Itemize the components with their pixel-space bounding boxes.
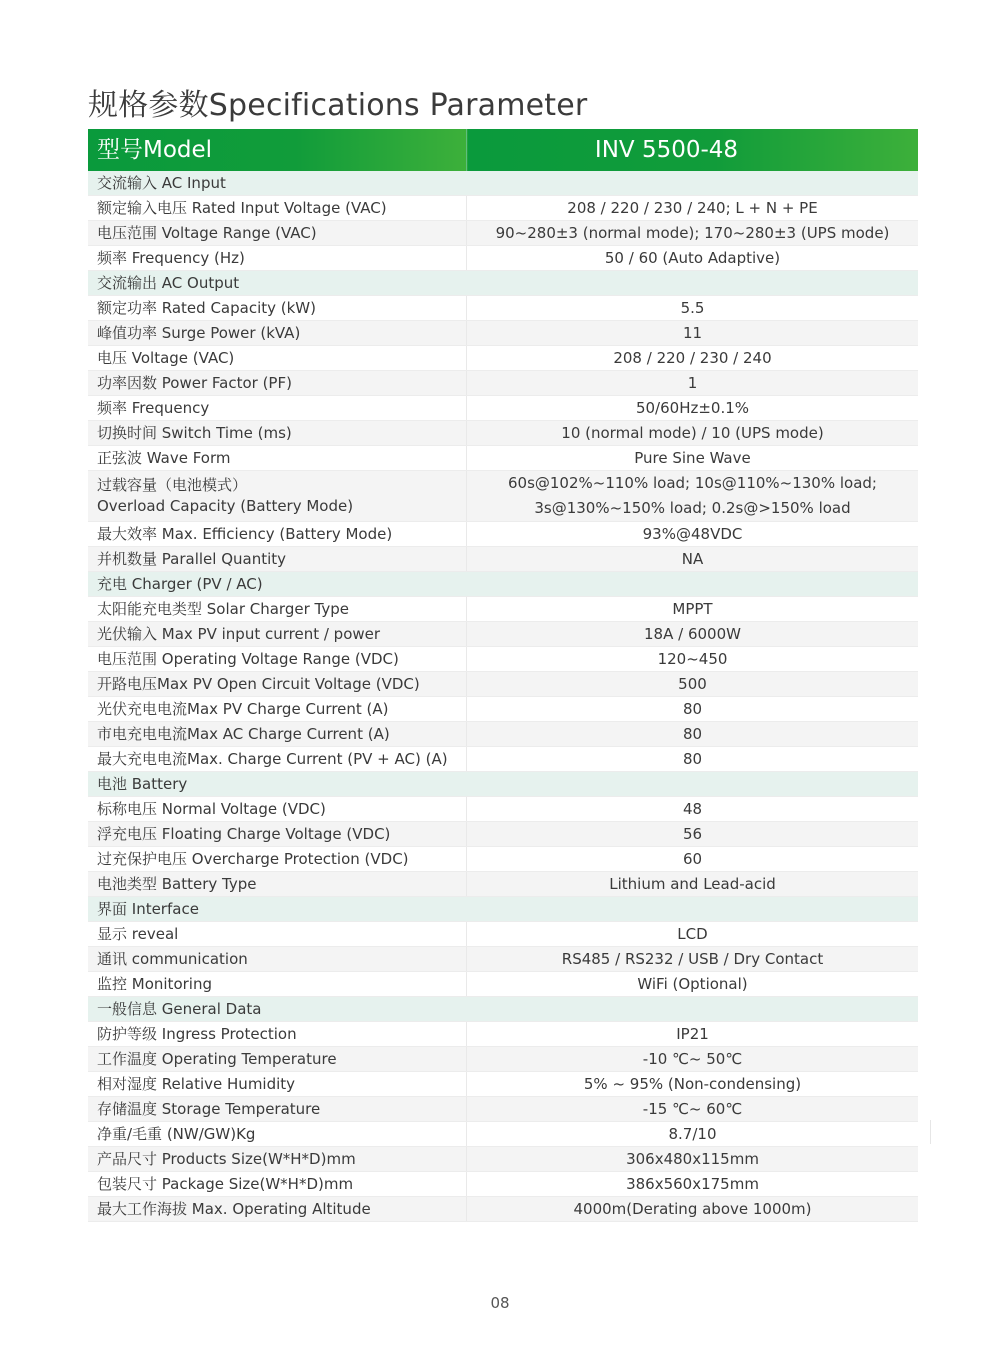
model-value: INV 5500-48 [467,129,919,171]
section-label: 交流输入 AC Input [88,171,467,196]
spec-row [88,822,918,847]
spec-row [88,972,918,997]
section-header-row [88,772,918,797]
spec-row [88,647,918,672]
spec-label: 光伏充电电流Max PV Charge Current (A) [88,697,467,722]
spec-value: 56 [467,822,919,847]
section-blank-cell [467,897,919,922]
spec-value: 5.5 [467,296,919,321]
spec-value: -15 ℃~ 60℃ [467,1097,919,1122]
spec-value: 80 [467,747,919,772]
section-blank-cell [467,772,919,797]
spec-value: LCD [467,922,919,947]
spec-value: 500 [467,672,919,697]
spec-value: Lithium and Lead-acid [467,872,919,897]
spec-value: 208 / 220 / 230 / 240; L + N + PE [467,196,919,221]
spec-label: 标称电压 Normal Voltage (VDC) [88,797,467,822]
spec-label: 正弦波 Wave Form [88,446,467,471]
section-label: 一般信息 General Data [88,997,467,1022]
spec-row [88,421,918,446]
spec-label: 电池类型 Battery Type [88,872,467,897]
section-blank-cell [467,271,919,296]
spec-value: 120~450 [467,647,919,672]
section-label: 充电 Charger (PV / AC) [88,572,467,597]
spec-row [88,672,918,697]
spec-label: 开路电压Max PV Open Circuit Voltage (VDC) [88,672,467,697]
spec-row [88,797,918,822]
spec-value: 80 [467,697,919,722]
table-header-row [88,129,918,171]
section-blank-cell [467,171,919,196]
section-header-row [88,171,918,196]
spec-value: NA [467,547,919,572]
spec-value: 11 [467,321,919,346]
spec-value: 1 [467,371,919,396]
spec-value: 80 [467,722,919,747]
spec-row [88,522,918,547]
spec-value: Pure Sine Wave [467,446,919,471]
spec-label: 额定输入电压 Rated Input Voltage (VAC) [88,196,467,221]
section-header-row [88,271,918,296]
section-blank-cell [467,997,919,1022]
spec-label: 过充保护电压 Overcharge Protection (VDC) [88,847,467,872]
spec-row [88,346,918,371]
spec-row [88,1172,918,1197]
spec-row [88,246,918,271]
spec-value: 50 / 60 (Auto Adaptive) [467,246,919,271]
spec-label: 通讯 communication [88,947,467,972]
spec-value: 50/60Hz±0.1% [467,396,919,421]
spec-label: 额定功率 Rated Capacity (kW) [88,296,467,321]
spec-row [88,396,918,421]
model-label: 型号Model [88,129,467,171]
spec-value: MPPT [467,597,919,622]
spec-value: 208 / 220 / 230 / 240 [467,346,919,371]
spec-row [88,1072,918,1097]
spec-row [88,697,918,722]
spec-row [88,446,918,471]
section-header-row [88,572,918,597]
spec-label-line: Overload Capacity (Battery Mode) [97,497,354,515]
edge-mark [930,1120,931,1144]
spec-value: 18A / 6000W [467,622,919,647]
spec-label [88,471,467,522]
spec-label: 光伏输入 Max PV input current / power [88,622,467,647]
specifications-table-body [88,129,918,1222]
spec-label: 产品尺寸 Products Size(W*H*D)mm [88,1147,467,1172]
spec-label: 工作温度 Operating Temperature [88,1047,467,1072]
spec-label: 净重/毛重 (NW/GW)Kg [88,1122,467,1147]
spec-row [88,471,918,522]
section-label: 电池 Battery [88,772,467,797]
spec-value [467,471,919,522]
spec-row [88,1097,918,1122]
spec-row [88,847,918,872]
spec-label: 功率因数 Power Factor (PF) [88,371,467,396]
spec-label: 太阳能充电类型 Solar Charger Type [88,597,467,622]
spec-label: 最大工作海拔 Max. Operating Altitude [88,1197,467,1222]
section-header-row [88,997,918,1022]
spec-label: 存储温度 Storage Temperature [88,1097,467,1122]
spec-value: RS485 / RS232 / USB / Dry Contact [467,947,919,972]
spec-value: -10 ℃~ 50℃ [467,1047,919,1072]
spec-label: 并机数量 Parallel Quantity [88,547,467,572]
spec-value: IP21 [467,1022,919,1047]
spec-value-line: 3s@130%~150% load; 0.2s@>150% load [534,499,851,517]
spec-value: 48 [467,797,919,822]
spec-row [88,547,918,572]
spec-row [88,296,918,321]
spec-label: 最大效率 Max. Efficiency (Battery Mode) [88,522,467,547]
section-label: 交流输出 AC Output [88,271,467,296]
section-header-row [88,897,918,922]
spec-label: 显示 reveal [88,922,467,947]
spec-label: 电压 Voltage (VAC) [88,346,467,371]
spec-label: 最大充电电流Max. Charge Current (PV + AC) (A) [88,747,467,772]
spec-row [88,597,918,622]
spec-label: 相对湿度 Relative Humidity [88,1072,467,1097]
spec-label: 电压范围 Operating Voltage Range (VDC) [88,647,467,672]
spec-row [88,947,918,972]
spec-label: 切换时间 Switch Time (ms) [88,421,467,446]
spec-value: WiFi (Optional) [467,972,919,997]
spec-value: 4000m(Derating above 1000m) [467,1197,919,1222]
spec-value-line: 60s@102%~110% load; 10s@110%~130% load; [507,474,877,492]
page-number: 08 [490,1294,510,1312]
specifications-table [88,129,918,1222]
spec-row [88,1047,918,1072]
spec-label: 峰值功率 Surge Power (kVA) [88,321,467,346]
spec-value: 60 [467,847,919,872]
section-blank-cell [467,572,919,597]
spec-label: 频率 Frequency [88,396,467,421]
spec-label-line: 过载容量（电池模式） [97,476,248,494]
spec-row [88,747,918,772]
spec-label: 防护等级 Ingress Protection [88,1022,467,1047]
spec-label: 监控 Monitoring [88,972,467,997]
spec-row [88,872,918,897]
spec-label: 浮充电压 Floating Charge Voltage (VDC) [88,822,467,847]
spec-value: 8.7/10 [467,1122,919,1147]
spec-value: 5% ~ 95% (Non-condensing) [467,1072,919,1097]
spec-row [88,371,918,396]
spec-label: 频率 Frequency (Hz) [88,246,467,271]
spec-row [88,1022,918,1047]
page-title: 规格参数Specifications Parameter [88,88,588,123]
spec-row [88,1197,918,1222]
spec-row [88,1122,918,1147]
spec-row [88,922,918,947]
spec-label: 包装尺寸 Package Size(W*H*D)mm [88,1172,467,1197]
spec-row [88,622,918,647]
spec-row [88,196,918,221]
spec-row [88,1147,918,1172]
spec-value: 386x560x175mm [467,1172,919,1197]
section-label: 界面 Interface [88,897,467,922]
spec-row [88,321,918,346]
spec-value: 93%@48VDC [467,522,919,547]
spec-value: 10 (normal mode) / 10 (UPS mode) [467,421,919,446]
spec-value: 306x480x115mm [467,1147,919,1172]
spec-row [88,221,918,246]
spec-label: 电压范围 Voltage Range (VAC) [88,221,467,246]
spec-row [88,722,918,747]
spec-value: 90~280±3 (normal mode); 170~280±3 (UPS mode) [467,221,919,246]
spec-label: 市电充电电流Max AC Charge Current (A) [88,722,467,747]
